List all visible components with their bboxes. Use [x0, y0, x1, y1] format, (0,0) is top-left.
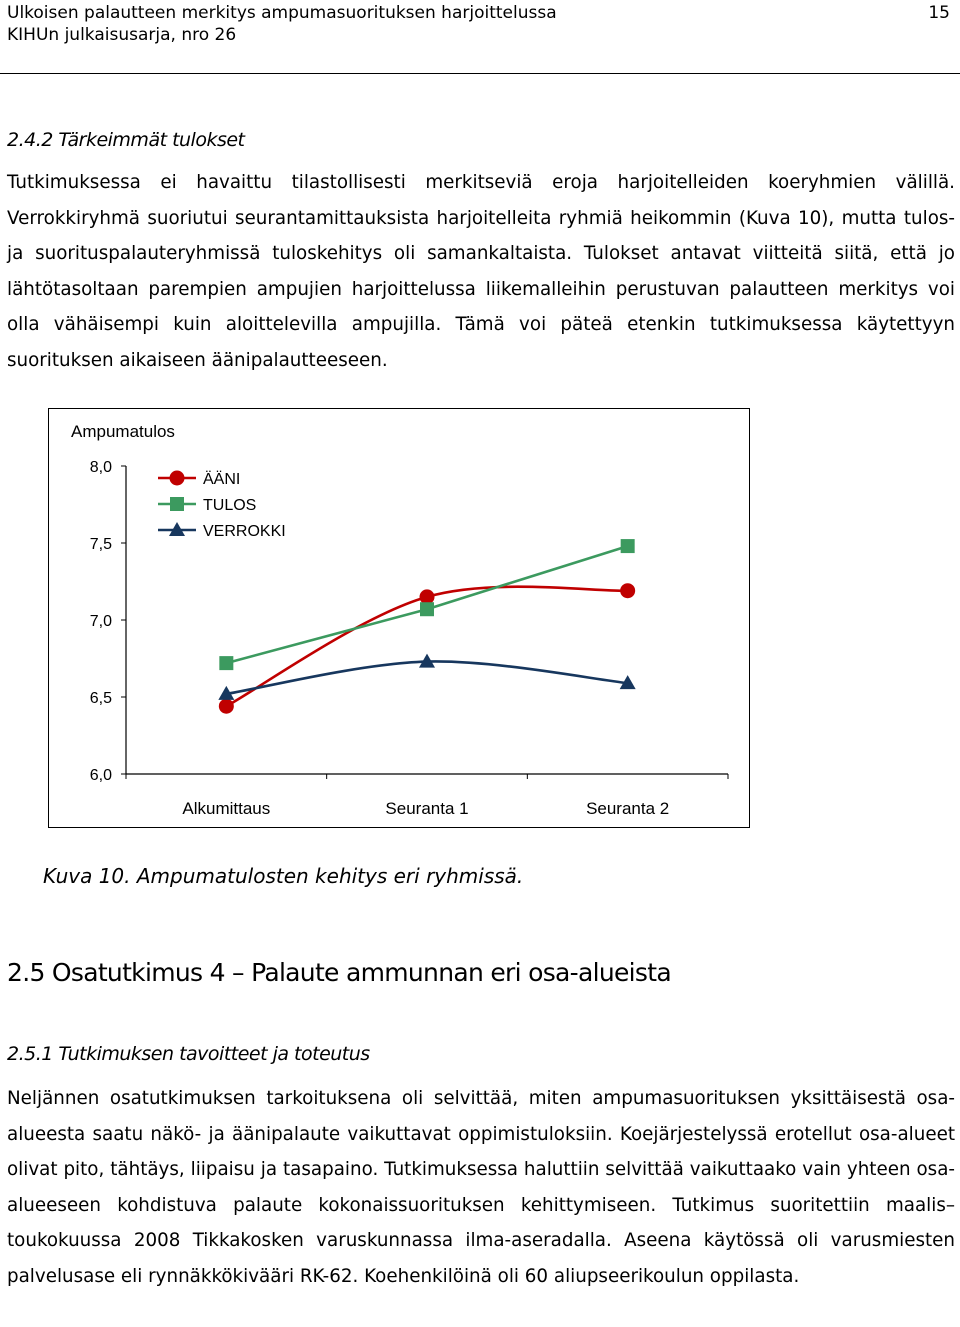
- legend-item-verrokki: [158, 522, 286, 540]
- data-point-tulos: [621, 539, 635, 553]
- results-paragraph-text: Tutkimuksessa ei havaittu tilastollisesti merkitseviä eroja harjoitelleiden koeryhmien välillä. Verrokkiryhmä suoriutui seurantamittauksista harjoitelleita ryhmiä heikommin (Kuva 10), mutta tulos- ja suorituspalauteryhmissä tuloskehitys oli samankaltaista. Tulokset antavat viitteitä siitä, että jo lähtötasoltaan parempien ampujien harjoittelussa liikemalleihin perustuvan palautteen merkitys voi olla vähäisempi kuin aloittelevilla ampujilla. Tämä voi päteä etenkin tutkimuksessa käytettyyn suorituksen aikaiseen äänipalautteeseen.: [7, 172, 955, 371]
- section-heading-2-4-2: 2.4.2 Tärkeimmät tulokset: [7, 129, 245, 151]
- y-axis-label: Ampumatulos: [71, 422, 175, 441]
- running-header-title: Ulkoisen palautteen merkitys ampumasuorituksen harjoittelussa: [7, 3, 557, 23]
- y-tick-label: 8,0: [89, 459, 112, 476]
- results-paragraph: [7, 165, 955, 378]
- y-tick-label: 7,0: [89, 613, 112, 630]
- figure-caption: Kuva 10. Ampumatulosten kehitys eri ryhmissä.: [43, 864, 524, 888]
- data-point-aani: [420, 589, 435, 604]
- chart-legend: [158, 470, 286, 540]
- section-heading-2-5-1: 2.5.1 Tutkimuksen tavoitteet ja toteutus: [7, 1043, 370, 1065]
- goals-paragraph: [7, 1081, 955, 1294]
- goals-paragraph-text: Neljännen osatutkimuksen tarkoituksena oli selvittää, miten ampumasuorituksen yksittäisestä osa-alueesta saatu näkö- ja äänipalaute vaikuttavat oppimistuloksiin. Koejärjestelyssä erotellut osa-alueet olivat pito, tähtäys, liipaisu ja tasapaino. Tutkimuksessa haluttiin selvittää vaikuttaako vain yhteen osa-alueeseen kohdistuva palaute kokonaissuorituksen kehittymiseen. Tutkimus suoritettiin maalis–toukokuussa 2008 Tikkakosken varuskunnassa ilma-aseradalla. Aseena käytössä oli varusmiesten palvelusase eli rynnäkkökivääri RK-62. Koehenkilöinä oli 60 aliupseerikoulun oppilasta.: [7, 1088, 955, 1287]
- section-heading-2-5: 2.5 Osatutkimus 4 – Palaute ammunnan eri osa-alueista: [7, 958, 671, 987]
- y-tick-label: 6,5: [89, 690, 112, 707]
- legend-item-tulos: [158, 497, 256, 514]
- y-tick-labels: [90, 459, 112, 784]
- legend-label: ÄÄNI: [203, 471, 241, 488]
- series-tulos: [219, 539, 634, 670]
- data-point-tulos: [420, 602, 434, 616]
- legend-item-aani: [158, 470, 240, 488]
- data-point-tulos: [219, 656, 233, 670]
- legend-marker: [170, 471, 185, 486]
- y-tick-label: 7,5: [89, 536, 112, 553]
- running-header: [7, 2, 557, 46]
- running-header-series: KIHUn julkaisusarja, nro 26: [7, 25, 237, 45]
- data-point-aani: [219, 699, 234, 714]
- x-tick-label: Seuranta 1: [385, 799, 469, 818]
- x-tick-labels: [182, 799, 669, 818]
- legend-marker: [170, 497, 184, 511]
- line-chart: [48, 408, 751, 829]
- chart-series: [218, 539, 635, 714]
- y-tick-label: 6,0: [89, 767, 112, 784]
- legend-label: TULOS: [203, 497, 257, 514]
- x-tick-label: Seuranta 2: [586, 799, 670, 818]
- legend-label: VERROKKI: [203, 523, 286, 540]
- x-tick-label: Alkumittaus: [182, 799, 271, 818]
- page-number: 15: [928, 3, 950, 23]
- header-divider: [0, 73, 960, 74]
- data-point-aani: [620, 583, 635, 598]
- series-verrokki: [218, 654, 635, 700]
